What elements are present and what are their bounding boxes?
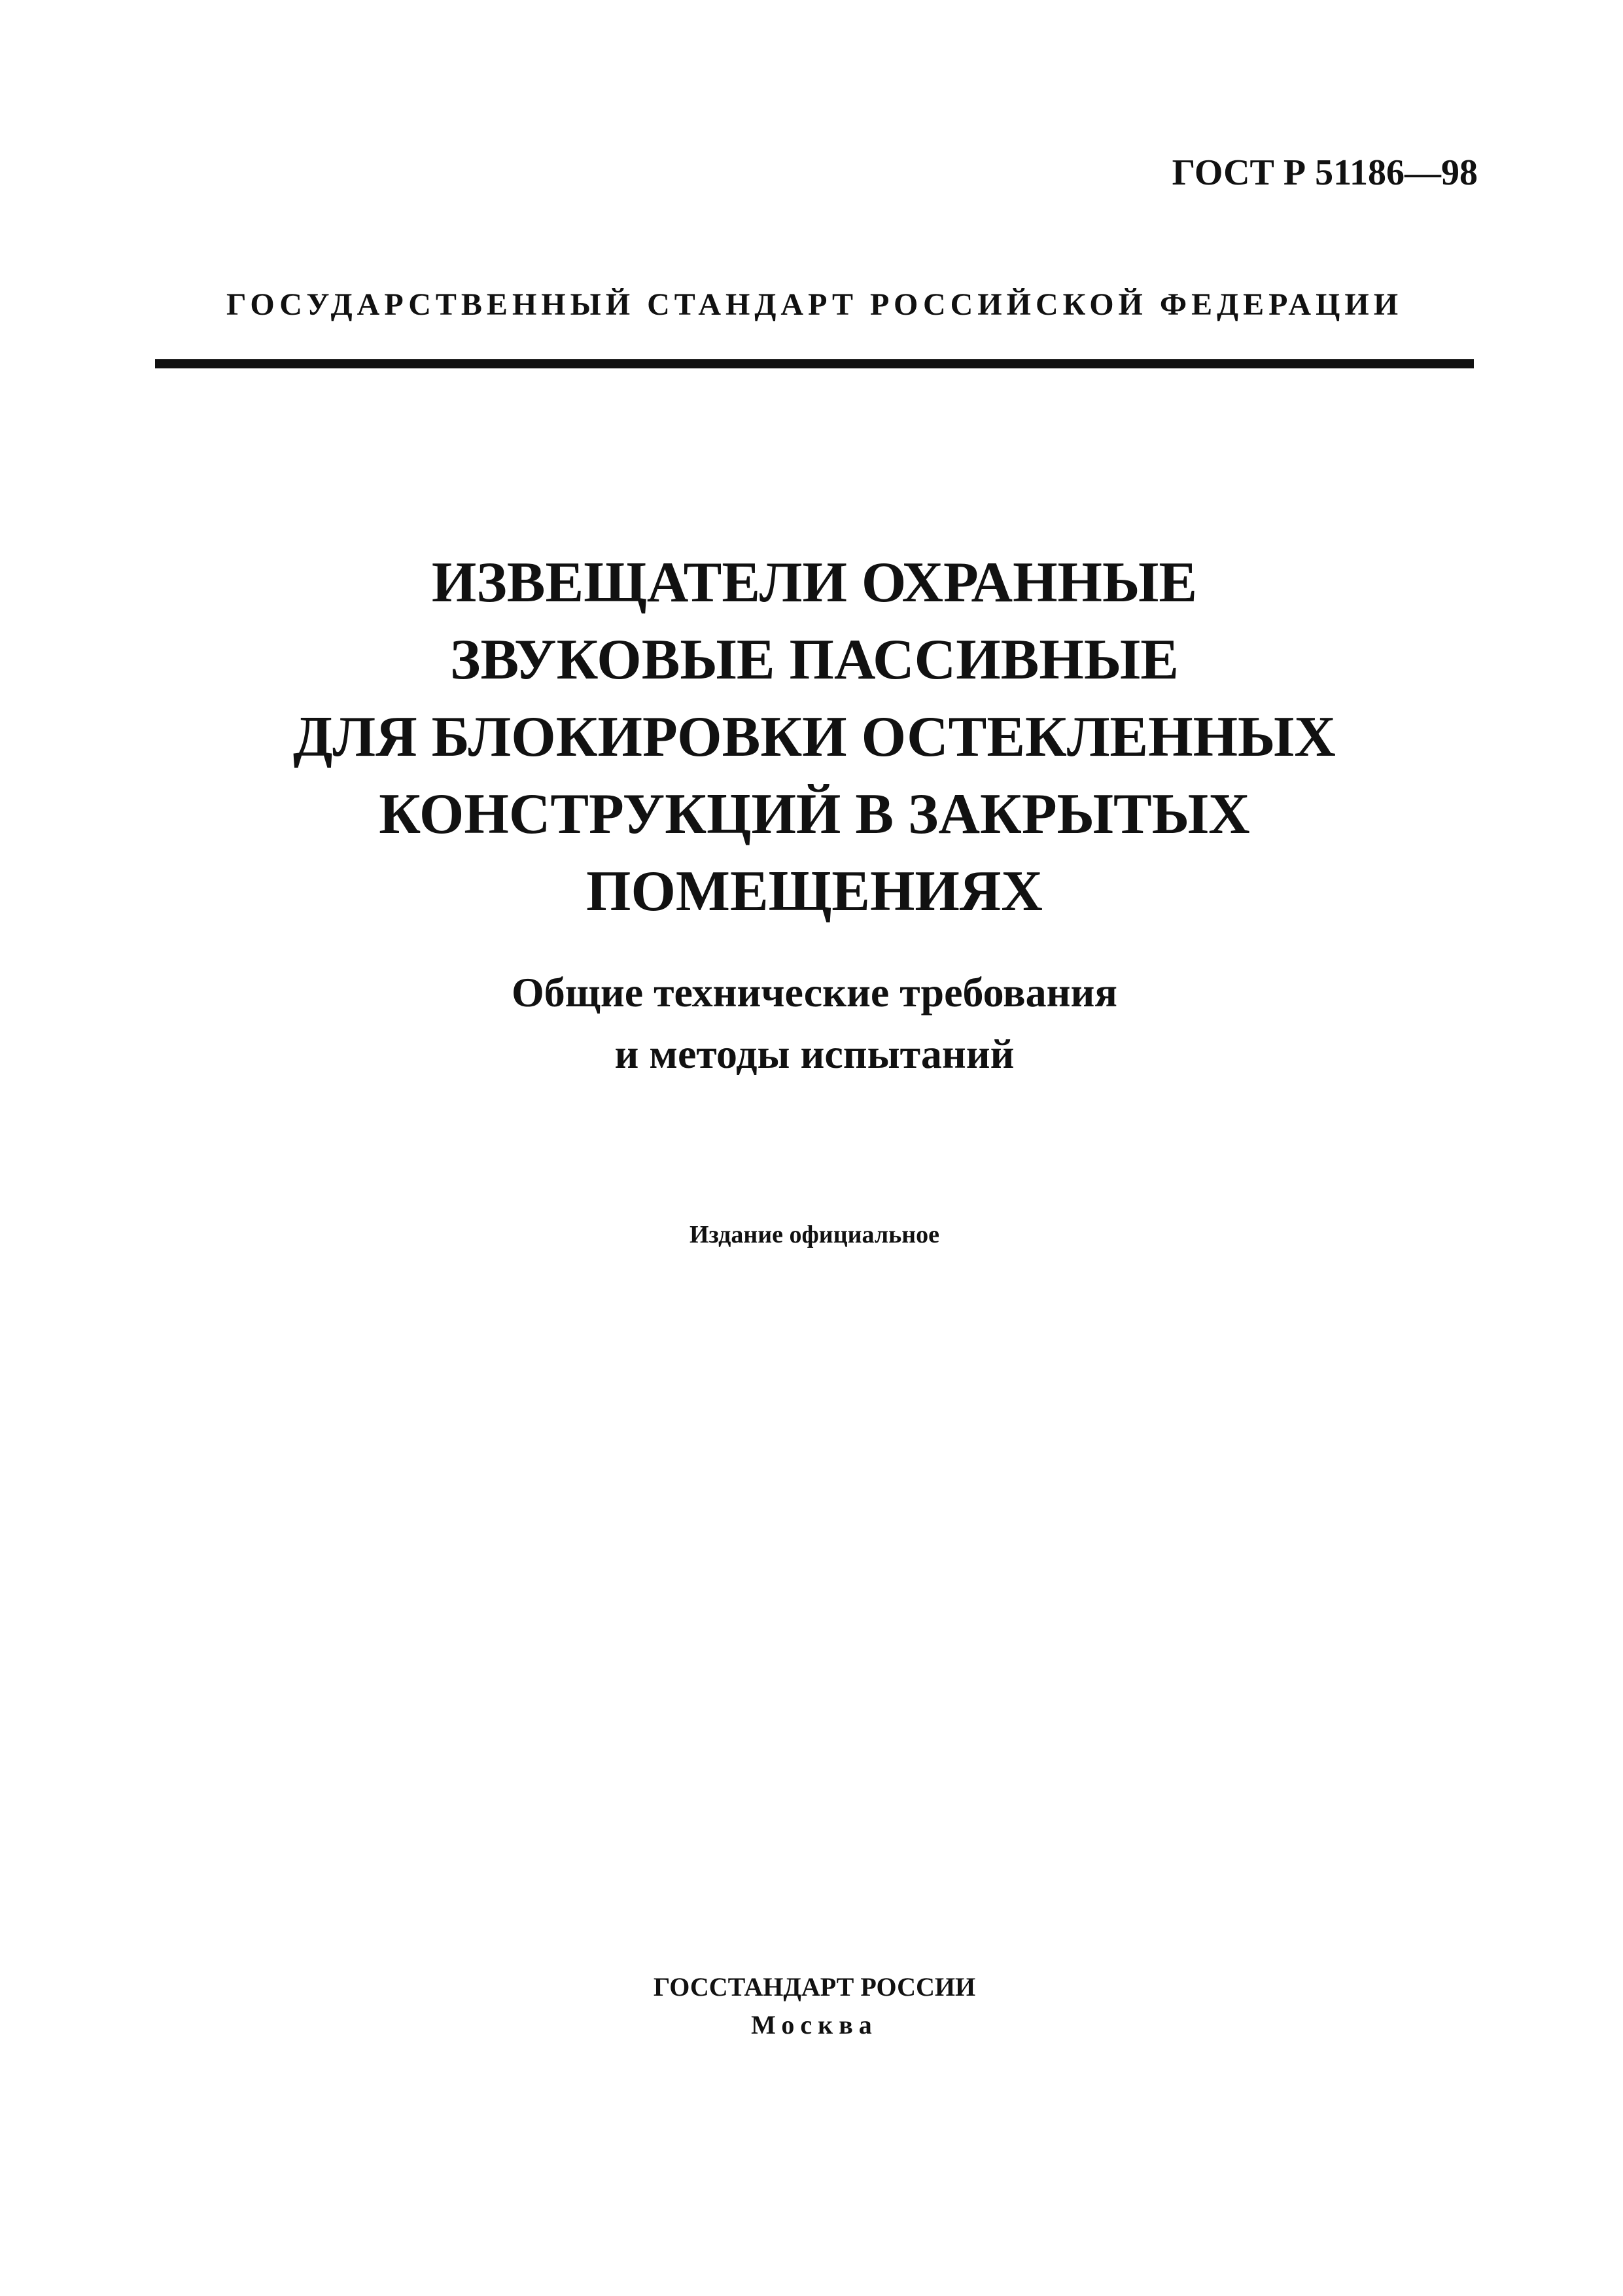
subtitle-line: и методы испытаний [614, 1031, 1015, 1077]
document-title [157, 544, 1472, 930]
standard-number: ГОСТ Р 51186—98 [1172, 152, 1478, 193]
publisher-block [157, 1968, 1472, 2044]
publisher-city: Москва [751, 2010, 878, 2040]
title-line: ИЗВЕЩАТЕЛИ ОХРАННЫЕ [431, 551, 1198, 614]
publisher-name: ГОССТАНДАРТ РОССИИ [653, 1972, 976, 2002]
title-line: ДЛЯ БЛОКИРОВКИ ОСТЕКЛЕННЫХ [293, 705, 1336, 769]
header-state-standard: ГОСУДАРСТВЕННЫЙ СТАНДАРТ РОССИЙСКОЙ ФЕДЕРАЦИИ [226, 287, 1403, 322]
title-line: ПОМЕЩЕНИЯХ [586, 860, 1043, 923]
title-line: КОНСТРУКЦИЙ В ЗАКРЫТЫХ [379, 783, 1250, 846]
title-line: ЗВУКОВЫЕ ПАССИВНЫЕ [450, 628, 1179, 692]
edition-label: Издание официальное [689, 1221, 939, 1248]
subtitle-line: Общие технические требования [512, 969, 1117, 1016]
header-rule [155, 359, 1474, 368]
document-subtitle [157, 962, 1472, 1085]
